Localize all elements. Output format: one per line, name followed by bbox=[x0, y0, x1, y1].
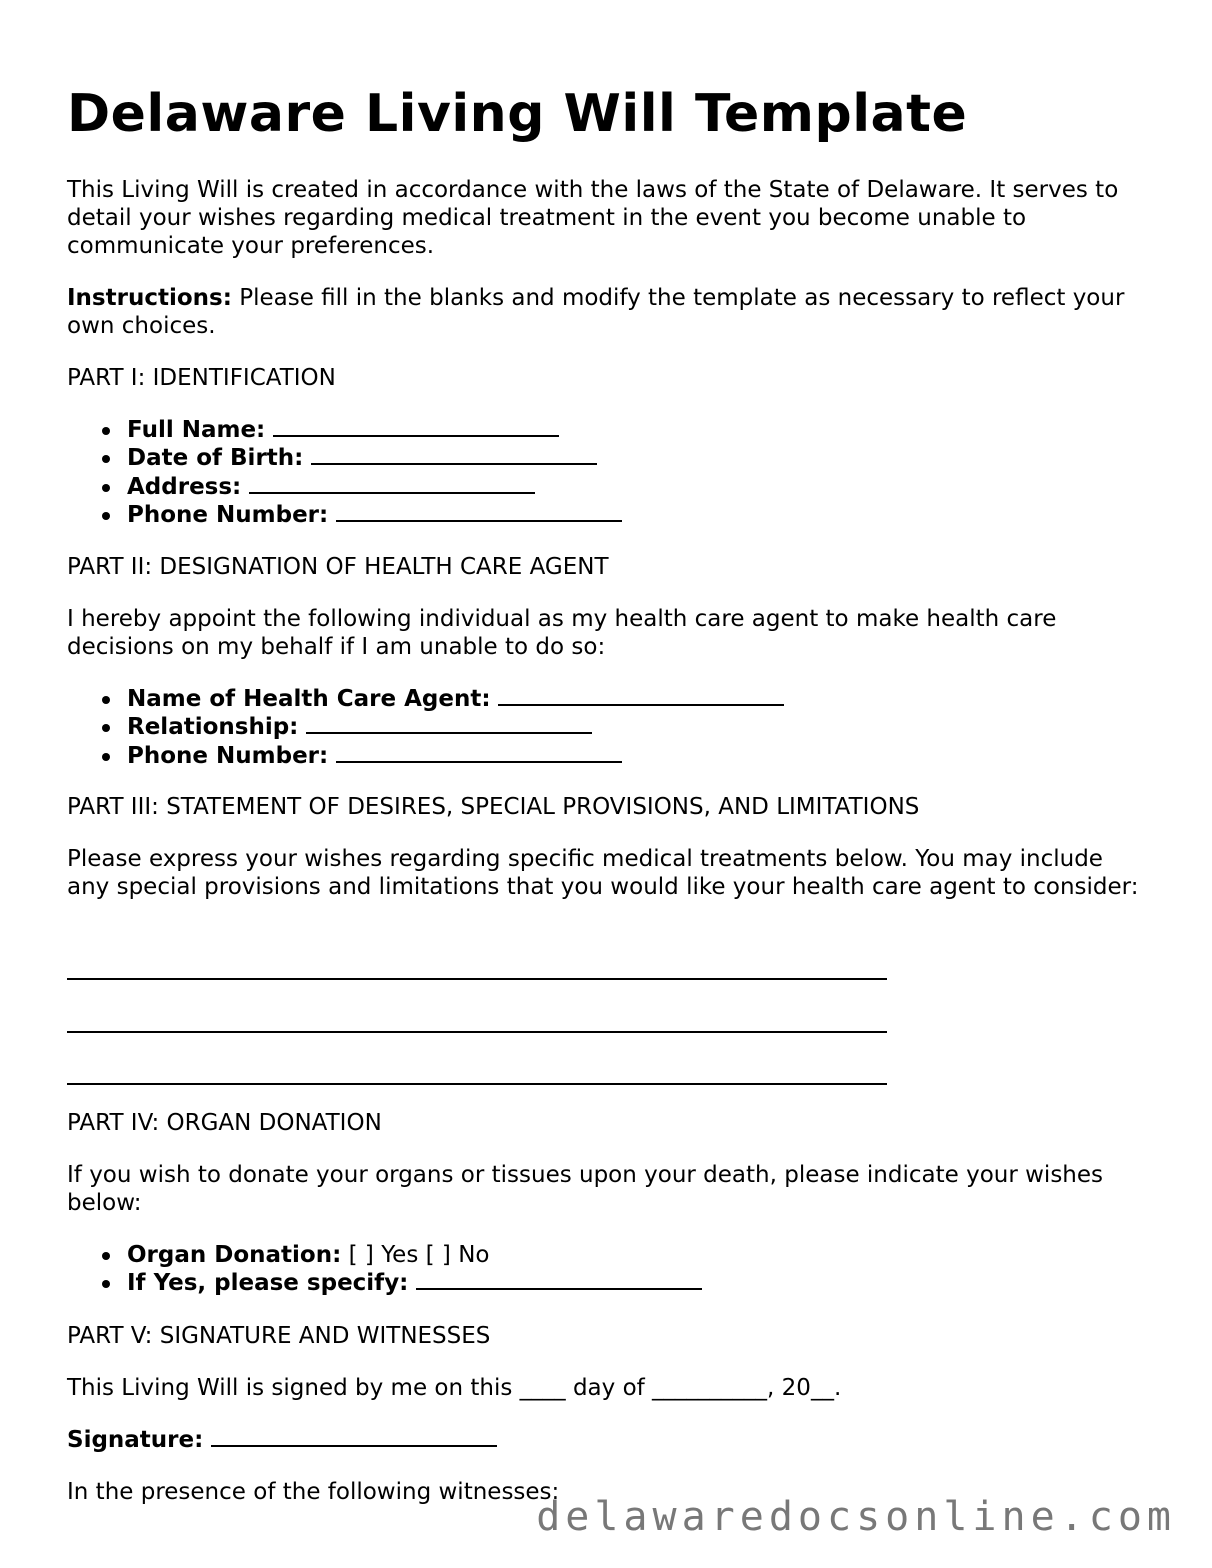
blank-line[interactable] bbox=[306, 714, 592, 734]
field-full-name[interactable]: Full Name: bbox=[67, 416, 622, 444]
witness-text: In the presence of the following witnesses: bbox=[67, 1479, 560, 1505]
field-agent-name[interactable]: Name of Health Care Agent: bbox=[67, 685, 784, 713]
part5-heading: PART V: SIGNATURE AND WITNESSES bbox=[67, 1323, 491, 1349]
blank-line[interactable] bbox=[416, 1270, 702, 1290]
donation-options[interactable]: [ ] Yes [ ] No bbox=[341, 1242, 490, 1268]
blank-line[interactable] bbox=[311, 445, 597, 465]
watermark-text: delawaredocsonline.com bbox=[536, 1494, 1176, 1540]
field-phone-number[interactable]: Phone Number: bbox=[67, 501, 622, 529]
part4-paragraph: If you wish to donate your organs or tissues upon your death, please indicate your wishes below: bbox=[67, 1162, 1104, 1216]
part2-field-list bbox=[67, 685, 784, 770]
provisions-line-1[interactable] bbox=[67, 978, 887, 980]
blank-line[interactable] bbox=[498, 686, 784, 706]
provisions-line-2[interactable] bbox=[67, 1031, 887, 1033]
signed-date-text: This Living Will is signed by me on this ____ day of __________, 20__. bbox=[67, 1375, 842, 1401]
intro-paragraph: This Living Will is created in accordance with the laws of the State of Delaware. It serves to detail your wishes regarding medical treatment in the event you become unable to communicate your preferences. bbox=[67, 177, 1119, 259]
signature-label: Signature: bbox=[67, 1427, 204, 1453]
blank-line[interactable] bbox=[249, 474, 535, 494]
field-relationship[interactable]: Relationship: bbox=[67, 713, 784, 741]
field-organ-specify[interactable]: If Yes, please specify: bbox=[67, 1269, 702, 1297]
blank-line[interactable] bbox=[273, 417, 559, 437]
field-agent-phone[interactable]: Phone Number: bbox=[67, 742, 784, 770]
part3-heading: PART III: STATEMENT OF DESIRES, SPECIAL PROVISIONS, AND LIMITATIONS bbox=[67, 794, 920, 820]
signature-field[interactable] bbox=[67, 1426, 1147, 1454]
part4-field-list bbox=[67, 1241, 702, 1298]
part1-heading: PART I: IDENTIFICATION bbox=[67, 365, 336, 391]
part3-paragraph: Please express your wishes regarding specific medical treatments below. You may include any special provisions and limitations that you would like your health care agent to consider: bbox=[67, 846, 1139, 900]
instructions-label: Instructions: bbox=[67, 285, 232, 311]
signature-blank-line[interactable] bbox=[211, 1427, 497, 1447]
page-title: Delaware Living Will Template bbox=[67, 84, 968, 144]
field-address[interactable]: Address: bbox=[67, 473, 622, 501]
instructions-text: Please fill in the blanks and modify the template as necessary to reflect your own choices. bbox=[67, 285, 1125, 339]
instructions-paragraph bbox=[67, 284, 1147, 340]
part1-field-list bbox=[67, 416, 622, 529]
field-date-of-birth[interactable]: Date of Birth: bbox=[67, 444, 622, 472]
part2-paragraph: I hereby appoint the following individual as my health care agent to make health care decisions on my behalf if I am unable to do so: bbox=[67, 606, 1057, 660]
provisions-line-3[interactable] bbox=[67, 1083, 887, 1085]
field-organ-donation[interactable]: Organ Donation: [ ] Yes [ ] No bbox=[67, 1241, 702, 1269]
part2-heading: PART II: DESIGNATION OF HEALTH CARE AGENT bbox=[67, 554, 609, 580]
part4-heading: PART IV: ORGAN DONATION bbox=[67, 1110, 382, 1136]
blank-line[interactable] bbox=[336, 502, 622, 522]
blank-line[interactable] bbox=[336, 743, 622, 763]
